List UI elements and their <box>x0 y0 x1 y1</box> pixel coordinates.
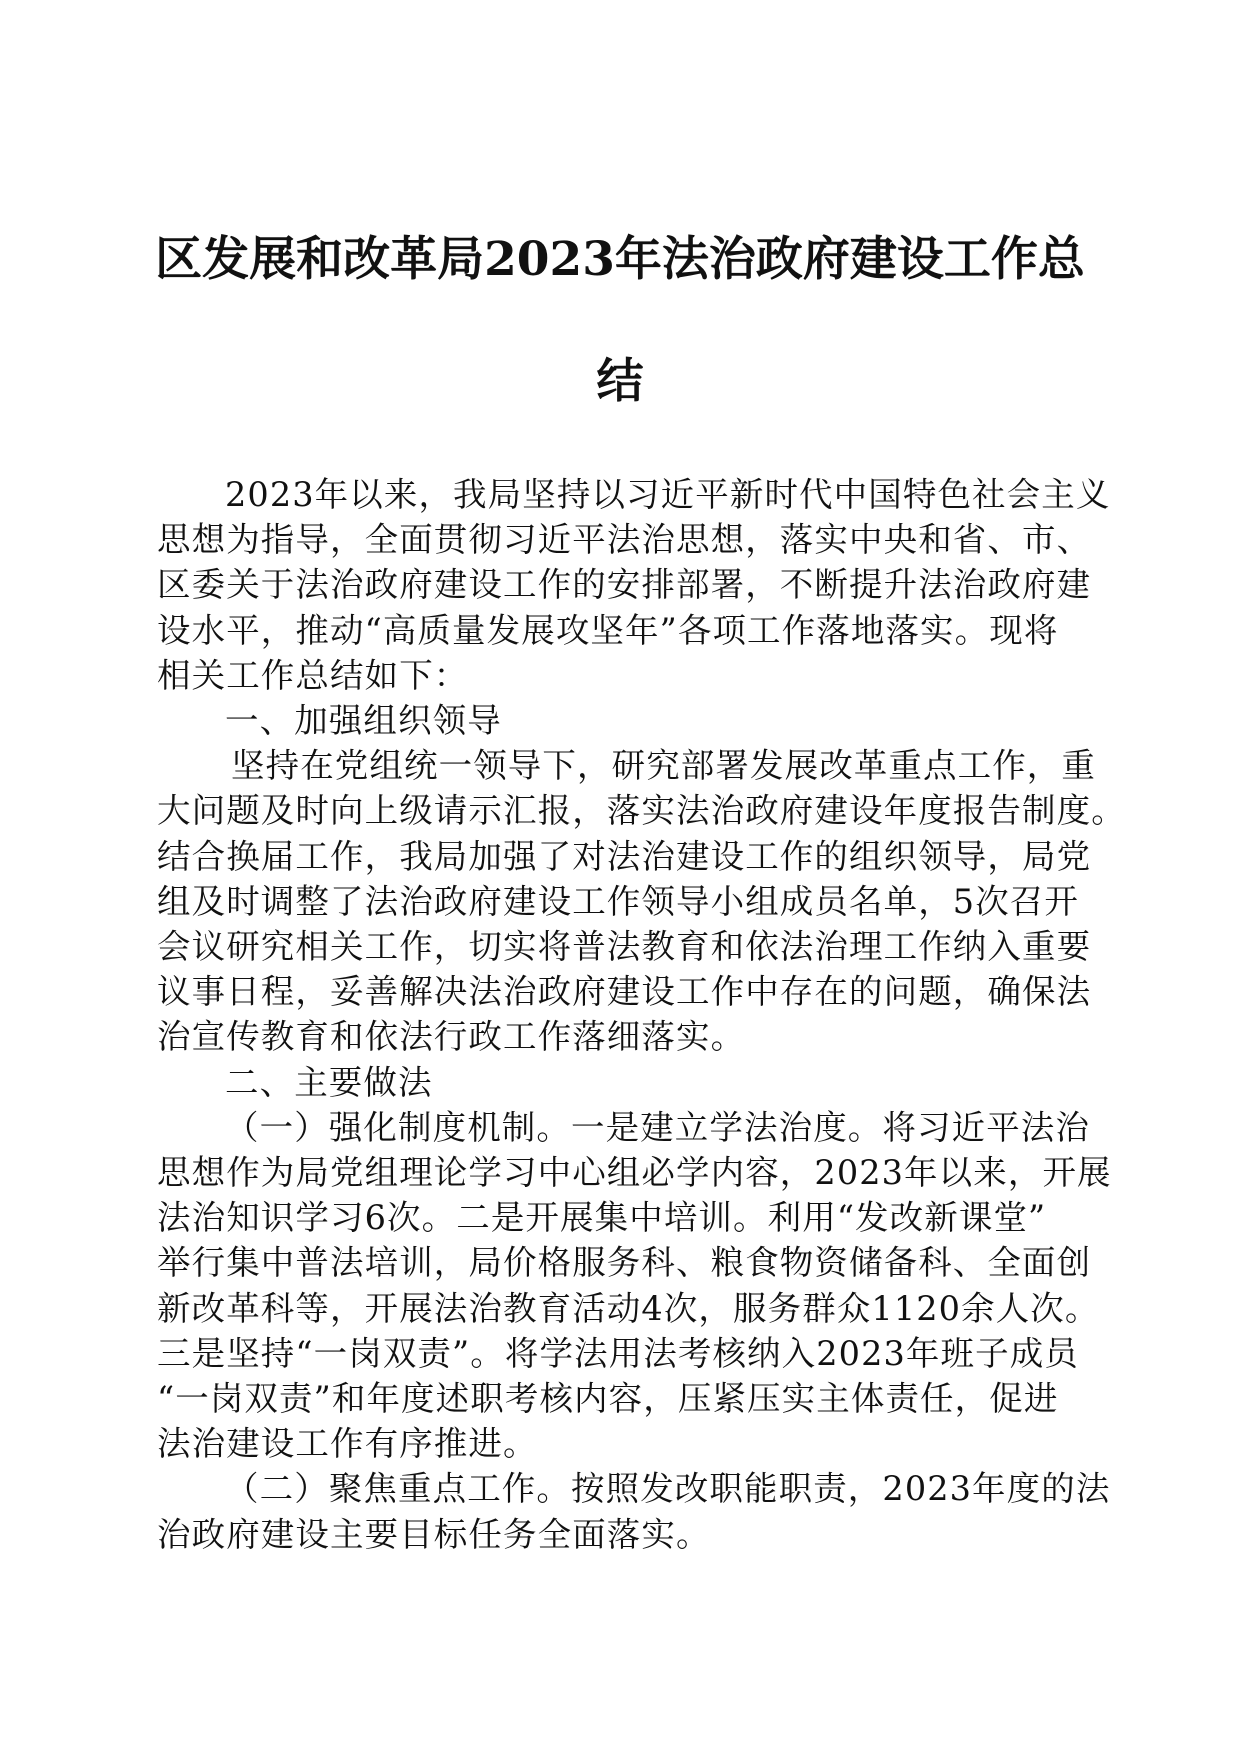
text-line: （二）聚焦重点工作。按照发改职能职责，2023年度的法 <box>225 1469 1111 1509</box>
text-line: 区委关于法治政府建设工作的安排部署，不断提升法治政府建 <box>157 565 1092 605</box>
text-line: 法治知识学习6次。二是开展集中培训。利用“发改新课堂” <box>157 1198 1047 1238</box>
section-heading-2 <box>157 1060 1087 1105</box>
text-line: 思想作为局党组理论学习中心组必学内容，2023年以来，开展 <box>157 1153 1112 1193</box>
section-2-paragraph-2 <box>157 1466 1111 1556</box>
text-line: “一岗双责”和年度述职考核内容，压紧压实主体责任，促进 <box>157 1379 1059 1419</box>
text-line: 坚持在党组统一领导下，研究部署发展改革重点工作，重 <box>231 746 1096 786</box>
text-line: 2023年以来，我局坚持以习近平新时代中国特色社会主义 <box>225 475 1111 514</box>
text-line: 新改革科等，开展法治教育活动4次，服务群众1120余人次。 <box>157 1288 1100 1328</box>
intro-paragraph <box>157 472 1111 698</box>
text-line: 结合换届工作，我局加强了对法治建设工作的组织领导，局党 <box>157 836 1092 876</box>
text-line: 三是坚持“一岗双责”。将学法用法考核纳入2023年班子成员 <box>157 1333 1079 1373</box>
section-heading-text: 二、主要做法 <box>225 1062 433 1102</box>
text-line: 思想为指导，全面贯彻习近平法治思想，落实中央和省、市、 <box>157 520 1092 560</box>
text-line: （一）强化制度机制。一是建立学法治度。将习近平法治 <box>225 1107 1090 1147</box>
section-2-paragraph-1 <box>157 1105 1112 1467</box>
section-1-paragraph <box>157 743 1126 1059</box>
text-line: 举行集中普法培训，局价格服务科、粮食物资储备科、全面创 <box>157 1243 1092 1283</box>
section-heading-text: 一、加强组织领导 <box>225 701 502 741</box>
section-heading-1 <box>157 698 1087 743</box>
text-line: 法治建设工作有序推进。 <box>157 1424 538 1464</box>
text-line: 大问题及时向上级请示汇报，落实法治政府建设年度报告制度。 <box>157 791 1126 831</box>
text-line: 相关工作总结如下： <box>157 655 469 695</box>
document-title-line-1: 区发展和改革局2023年法治政府建设工作总 <box>155 232 1085 287</box>
text-line: 治宣传教育和依法行政工作落细落实。 <box>157 1017 746 1057</box>
document-title-line-2: 结 <box>596 354 644 409</box>
text-line: 设水平，推动“高质量发展攻坚年”各项工作落地落实。现将 <box>157 610 1059 650</box>
text-line: 组及时调整了法治政府建设工作领导小组成员名单，5次召开 <box>157 881 1080 921</box>
document-body <box>157 472 1126 1557</box>
text-line: 会议研究相关工作，切实将普法教育和依法治理工作纳入重要 <box>157 927 1092 967</box>
text-line: 议事日程，妥善解决法治政府建设工作中存在的问题，确保法 <box>157 972 1092 1012</box>
text-line: 治政府建设主要目标任务全面落实。 <box>157 1514 711 1554</box>
